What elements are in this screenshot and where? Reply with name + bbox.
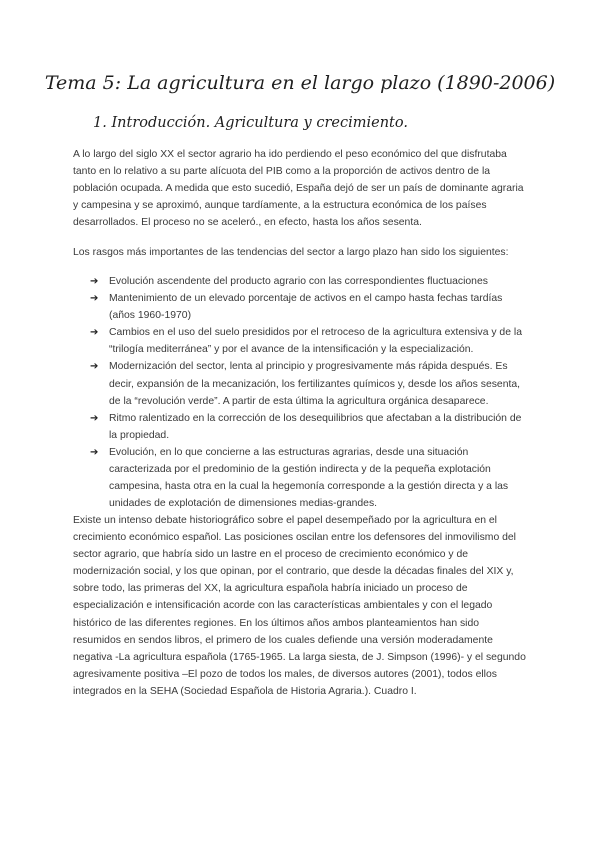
arrow-right-icon: ➔ <box>90 276 99 287</box>
list-item <box>73 273 528 290</box>
list-item <box>73 324 528 358</box>
arrow-right-icon: ➔ <box>90 446 99 458</box>
bullets-intro-paragraph: Los rasgos más importantes de las tendencias del sector a largo plazo han sido los siguientes: <box>73 247 509 258</box>
list-item-text: Cambios en el uso del suelo presididos por el retroceso de la agricultura extensiva y de la “trilogía mediterránea” y por el avance de la intensificación y la especialización. <box>109 327 522 356</box>
trends-list <box>73 273 528 512</box>
document-title: Tema 5: La agricultura en el largo plazo (1890-2006) <box>44 72 556 94</box>
arrow-right-icon: ➔ <box>90 412 99 424</box>
arrow-right-icon: ➔ <box>90 293 99 305</box>
debate-paragraph: Existe un intenso debate historiográfico sobre el papel desempeñado por la agricultura en el crecimiento económico español. Las posiciones oscilan entre los defensores del inmovilismo del sector agrario, que habría sido un lastre en el proceso de crecimiento económico y de modernización social, y los que opinan, por el contrario, que desde la décadas finales del XIX y, sobre todo, las primeras del XX, la agricultura española habría iniciado un proceso de especialización e intensificación acorde con las características ambientales y con el legado histórico de las diferentes regiones. En los últimos años ambos planteamientos han sido resumidos en sendos libros, el primero de los cuales defiende una versión moderadamente negativa -La agricultura española (1765-1965. La larga siesta, de J. Simpson (1996)- y el segundo agresivamente positiva –El pozo de todos los males, de diversos autores (2001), todos ellos integrados en la SEHA (Sociedad Española de Historia Agraria.). Cuadro I. <box>73 515 526 697</box>
list-item-text: Ritmo ralentizado en la corrección de los desequilibrios que afectaban a la distribución de la propiedad. <box>109 412 522 441</box>
list-item <box>73 358 528 409</box>
section-heading: 1. Introducción. Agricultura y crecimiento. <box>93 115 408 131</box>
intro-paragraph: A lo largo del siglo XX el sector agrario ha ido perdiendo el peso económico del que disfrutaba tanto en lo relativo a su parte alícuota del PIB como a la proporción de activos dentro de la población ocupada. A medida que esto sucedió, España dejó de ser un país de dominante agraria y campesina y se aproximó, aunque tardíamente, a la estructura económica de los países desarrollados. El proceso no se aceleró., en efecto, hasta los años sesenta. <box>73 149 524 229</box>
list-item <box>73 290 528 324</box>
arrow-right-icon: ➔ <box>90 361 99 373</box>
list-item <box>73 444 528 512</box>
list-item-text: Evolución, en lo que concierne a las estructuras agrarias, desde una situación caracterizada por el predominio de la gestión indirecta y de la pequeña explotación campesina, hasta otra en la cual la hegemonía corresponde a la gestión directa y a las unidades de explotación de dimensiones medias-grandes. <box>109 446 509 510</box>
list-item <box>73 410 528 444</box>
list-item-text: Modernización del sector, lenta al principio y progresivamente más rápida después. Es decir, expansión de la mecanización, los fertilizantes químicos y, desde los años sesenta, de la “revolución verde”. A partir de esta última la agricultura orgánica desaparece. <box>109 361 521 407</box>
arrow-right-icon: ➔ <box>90 327 99 339</box>
list-item-text: Mantenimiento de un elevado porcentaje de activos en el campo hasta fechas tardías (años 1960-1970) <box>109 293 503 322</box>
list-item-text: Evolución ascendente del producto agrario con las correspondientes fluctuaciones <box>109 276 488 287</box>
